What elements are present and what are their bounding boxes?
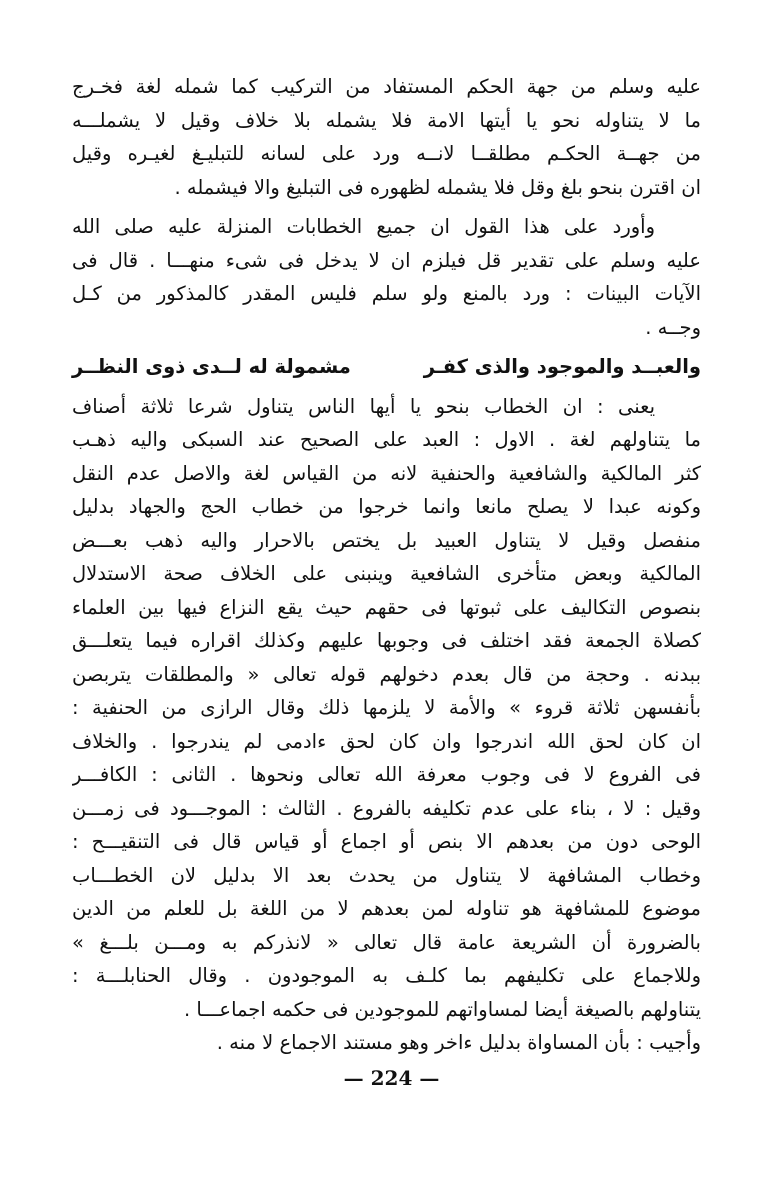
text-line: يعنى : ان الخطاب بنحو يا أيها الناس يتناول شرعا ثلاثة أصناف bbox=[72, 394, 655, 418]
text-line: وخطاب المشافهة لا يتناول من يحدث بعد الا بدليل لان الخطـــاب bbox=[72, 863, 701, 887]
paragraph-2 bbox=[72, 210, 701, 344]
text-line: من جهــة الحكـم مطلقــا لانــه ورد على لسانه للتبليـغ لغيـره وقيل bbox=[72, 142, 701, 165]
text-line: وقيل : لا ، بناء على عدم تكليفه بالفروع . الثالث : الموجـــود فى زمـــن bbox=[72, 796, 701, 820]
paragraph-3 bbox=[72, 390, 701, 1060]
text-line: وللاجماع على تكليفهم بما كلـف به الموجودون . وقال الحنابلـــة : bbox=[72, 964, 701, 987]
text-line: كثر المالكية والشافعية والحنفية لانه من القياس لغة والاصل عدم النقل bbox=[72, 461, 701, 485]
text-line: ما لا يتناوله نحو يا أيتها الامة فلا يشمله بلا خلاف وقيل لا يشملـــه bbox=[72, 108, 701, 132]
text-line: ان كان لحق الله اندرجوا وان كان لحق ءادمى لم يندرجوا . والخلاف bbox=[72, 729, 701, 753]
paragraph-1 bbox=[72, 70, 701, 204]
page-number: — 224 — bbox=[343, 1066, 440, 1090]
text-line: ما يتناولهم لغة . الاول : العبد على الصحيح عند السبكى واليه ذهـب bbox=[72, 428, 701, 451]
verse-line bbox=[72, 350, 701, 384]
text-line: كصلاة الجمعة فقد اختلف فى وجوبها عليهم وكذلك اقراره فيما يتعلـــق bbox=[72, 629, 701, 652]
text-line: بنصوص التكاليف على ثبوتها فى حقهم حيث يقع النزاع فيها بين العلماء bbox=[72, 595, 701, 619]
text-line: موضوع للمشافهة هو تناوله لمن بعدهم لا من اللغة بل للعلم من الدين bbox=[72, 897, 701, 920]
text-line: وأجيب : بأن المساواة بدليل ءاخر وهو مستند الاجماع لا منه . bbox=[216, 1031, 701, 1054]
text-line: وجــه . bbox=[645, 315, 701, 339]
text-line: وأورد على هذا القول ان جميع الخطابات المنزلة عليه صلى الله bbox=[72, 215, 655, 238]
text-line: يتناولهم بالصيغة أيضا لمساواتهم للموجودين فى حكمه اجماعـــا . bbox=[183, 997, 701, 1021]
text-line: عليه وسلم على تقدير قل فيلزم ان لا يدخل فى شىء منهـــا . قال فى bbox=[72, 248, 701, 272]
text-line: فى الفروع لا فى وجوب معرفة الله تعالى ونحوها . الثانى : الكافـــر bbox=[72, 763, 701, 786]
text-line: المالكية وبعض متأخرى الشافعية وينبنى على الخلاف صحة الاستدلال bbox=[72, 562, 701, 585]
text-line: ان اقترن بنحو بلغ وقل فلا يشمله لظهوره فى التبليغ والا فيشمله . bbox=[174, 175, 701, 199]
text-line: ببدنه . وحجة من قال بعدم دخولهم قوله تعالى « والمطلقات يتربصن bbox=[72, 662, 701, 686]
text-line: وكونه عبدا لا يصلح مانعا وانما خرجوا من خطاب الحج والجهاد بدليل bbox=[72, 495, 701, 518]
text-line: منفصل وقيل لا يتناول العبيد بل يختص بالاحرار واليه ذهب بعـــض bbox=[72, 528, 701, 552]
text-line: بالضرورة أن الشريعة عامة قال تعالى « لانذركم به ومـــن بلـــغ » bbox=[72, 930, 701, 954]
verse-hemistich-1: والعبــد والموجود والذى كفـر bbox=[423, 355, 701, 378]
text-line: الآيات البينات : ورد بالمنع ولو سلم فليس المقدر كالمذكور من كـل bbox=[72, 282, 701, 305]
text-line: بأنفسهن ثلاثة قروء » والأمة لا يلزمها ذلك وقال الرازى من الحنفية : bbox=[72, 696, 701, 719]
verse-hemistich-2: مشمولة له لــدى ذوى النظــر bbox=[72, 355, 351, 378]
text-line: الوحى دون من بعدهم الا بنص أو اجماع أو قياس قال فى التنقيـــح : bbox=[72, 830, 701, 853]
text-line: عليه وسلم من جهة الحكم المستفاد من التركيب كما شمله لغة فخـرج bbox=[72, 75, 701, 98]
